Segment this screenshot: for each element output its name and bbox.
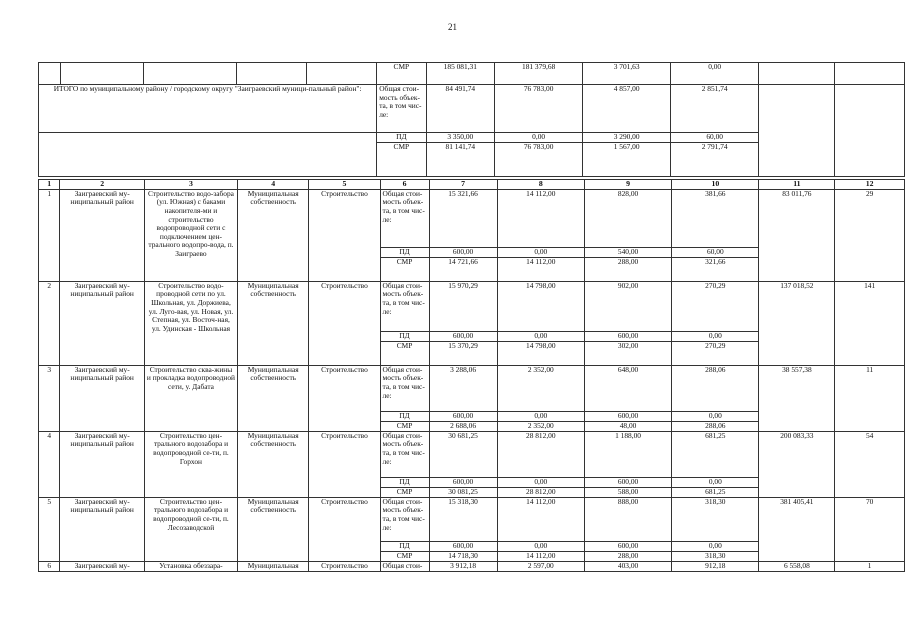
cell-c10: 321,66	[672, 257, 759, 281]
cell-c7: 600,00	[429, 411, 497, 421]
row-number: 3	[39, 365, 60, 431]
cell-c8: 0,00	[497, 247, 584, 257]
cell-c9: 902,00	[584, 281, 671, 331]
row-label: СМР	[380, 487, 429, 497]
column-header: 6	[380, 180, 429, 190]
column-number-row	[39, 180, 905, 190]
cell-c12: 70	[835, 497, 905, 561]
cell-c7: 600,00	[429, 477, 497, 487]
cell-c8: 0,00	[497, 411, 584, 421]
cell-c9: 888,00	[584, 497, 671, 541]
cell-c9: 1 567,00	[583, 143, 671, 177]
row-number: 5	[39, 497, 60, 561]
row-number: 4	[39, 431, 60, 497]
cell-c12: 1	[835, 561, 905, 571]
cell-c9: 4 857,00	[583, 85, 671, 133]
cell-c8: 0,00	[497, 477, 584, 487]
cell-c11: 6 558,08	[759, 561, 835, 571]
ownership-cell: Муниципальная	[238, 561, 309, 571]
cell-c10: 2 791,74	[671, 143, 759, 177]
ownership-cell: Муниципальная собственность	[238, 497, 309, 561]
table-row	[39, 431, 905, 477]
cell-c8: 14 798,00	[497, 341, 584, 365]
cell-c8: 2 597,00	[497, 561, 584, 571]
column-header: 5	[309, 180, 380, 190]
column-header: 3	[144, 180, 237, 190]
column-header: 8	[497, 180, 584, 190]
cell-c8: 28 812,00	[497, 487, 584, 497]
cell-c8: 14 112,00	[497, 257, 584, 281]
cell-c7: 600,00	[429, 541, 497, 551]
column-header: 1	[39, 180, 60, 190]
cell-c9: 600,00	[584, 541, 671, 551]
cell-c7: 81 141,74	[426, 143, 495, 177]
column-header: 9	[584, 180, 671, 190]
cell-c7: 14 718,30	[429, 551, 497, 561]
work-type-cell: Строительство	[309, 189, 380, 281]
cell-c10: 270,29	[672, 341, 759, 365]
ownership-cell: Муниципальная собственность	[238, 365, 309, 431]
cell-c7: 15 970,29	[429, 281, 497, 331]
cell-c9: 3 701,63	[583, 63, 671, 85]
cell-c9: 540,00	[584, 247, 671, 257]
work-type-cell: Строительство	[309, 365, 380, 431]
cell-c8: 181 379,68	[495, 63, 583, 85]
cell-c9: 288,00	[584, 257, 671, 281]
cell-c9: 588,00	[584, 487, 671, 497]
cell-c12: 29	[835, 189, 905, 281]
column-header: 11	[759, 180, 835, 190]
cell-c9: 648,00	[584, 365, 671, 411]
row-label: Общая стои-мость объек-та, в том чис-ле:	[380, 189, 429, 247]
cell-c9: 600,00	[584, 477, 671, 487]
object-name-cell: Строительство водо-забора (ул. Южная) с баками накопителя-ми и строительство водопроводной сети с подключением цен-трального водопро-вода, п. Заиграево	[144, 189, 237, 281]
cell-c11: 83 011,76	[759, 189, 835, 281]
continuation-smr-row	[39, 63, 905, 85]
cell-c9: 828,00	[584, 189, 671, 247]
summary-table	[38, 62, 905, 177]
cell-c7: 30 081,25	[429, 487, 497, 497]
table-row	[39, 497, 905, 541]
row-label: ПД	[380, 247, 429, 257]
cell-c7: 15 370,29	[429, 341, 497, 365]
object-name-cell: Строительство сква-жины и прокладка водопроводной сети, у. Дабата	[144, 365, 237, 431]
cell-c7: 3 350,00	[426, 133, 495, 143]
cell-c7: 185 081,31	[426, 63, 495, 85]
ownership-cell: Муниципальная собственность	[238, 189, 309, 281]
cell-c9: 403,00	[584, 561, 671, 571]
row-label: ПД	[377, 133, 426, 143]
cell-c9: 600,00	[584, 331, 671, 341]
row-label: Общая стои-мость объек-та, в том чис-ле:	[377, 85, 426, 133]
object-name-cell: Установка обеззара-	[144, 561, 237, 571]
cell-c9: 1 188,00	[584, 431, 671, 477]
cell-c8: 14 112,00	[497, 551, 584, 561]
cell-c7: 600,00	[429, 331, 497, 341]
cell-c10: 681,25	[672, 431, 759, 477]
cell-c10: 60,00	[672, 247, 759, 257]
cell-c9: 600,00	[584, 411, 671, 421]
ownership-cell: Муниципальная собственность	[238, 431, 309, 497]
page-number: 21	[448, 22, 457, 32]
cell-c10: 60,00	[671, 133, 759, 143]
cell-c10: 288,06	[672, 421, 759, 431]
cell-c10: 0,00	[671, 63, 759, 85]
object-name-cell: Строительство водо-проводной сети по ул. Школьная, ул. Доржиева, ул. Луго-вая, ул. Новая, ул. Степная, ул. Восточ-ная, ул. Удинская - Школьная	[144, 281, 237, 365]
cell-c10: 681,25	[672, 487, 759, 497]
cell-c10: 0,00	[672, 541, 759, 551]
cell-c11: 381 405,41	[759, 497, 835, 561]
district-cell: Заиграевский му-ниципальный район	[60, 281, 144, 365]
cell-c8: 0,00	[497, 541, 584, 551]
cell-c7: 15 321,66	[429, 189, 497, 247]
cell-c7: 600,00	[429, 247, 497, 257]
column-header: 7	[429, 180, 497, 190]
row-label: ПД	[380, 541, 429, 551]
cell-c7: 15 318,30	[429, 497, 497, 541]
cell-c8: 2 352,00	[497, 421, 584, 431]
cell-c9: 48,00	[584, 421, 671, 431]
row-label: Общая стои-мость объек-та, в том чис-ле:	[380, 281, 429, 331]
total-row	[39, 85, 905, 133]
cell-c8: 28 812,00	[497, 431, 584, 477]
row-label: СМР	[380, 341, 429, 365]
row-label: ПД	[380, 411, 429, 421]
row-label: Общая стои-	[380, 561, 429, 571]
cell-c9: 302,00	[584, 341, 671, 365]
cell-c12: 54	[835, 431, 905, 497]
table-row	[39, 189, 905, 247]
row-number: 1	[39, 189, 60, 281]
column-header: 12	[835, 180, 905, 190]
cell-c7: 3 288,06	[429, 365, 497, 411]
row-label: Общая стои-мость объек-та, в том чис-ле:	[380, 431, 429, 477]
row-number: 2	[39, 281, 60, 365]
row-label: СМР	[377, 143, 426, 177]
row-label: ПД	[380, 477, 429, 487]
row-label: ПД	[380, 331, 429, 341]
cell-c8: 0,00	[495, 133, 583, 143]
cell-c8: 0,00	[497, 331, 584, 341]
cell-c7: 30 681,25	[429, 431, 497, 477]
cell-c8: 14 112,00	[497, 497, 584, 541]
cell-c10: 912,18	[672, 561, 759, 571]
cell-c8: 76 783,00	[495, 143, 583, 177]
ownership-cell: Муниципальная собственность	[238, 281, 309, 365]
cell-c10: 318,30	[672, 497, 759, 541]
total-label: ИТОГО по муниципальному району / городскому округу "Заиграевский муници-пальный район":	[39, 85, 377, 133]
work-type-cell: Строительство	[309, 281, 380, 365]
cell-c8: 2 352,00	[497, 365, 584, 411]
cell-c10: 0,00	[672, 477, 759, 487]
cell-c11: 38 557,38	[759, 365, 835, 431]
cell-c8: 14 798,00	[497, 281, 584, 331]
cell-c11: 200 083,33	[759, 431, 835, 497]
row-label: СМР	[377, 63, 426, 85]
row-label: СМР	[380, 551, 429, 561]
cell-c10: 288,06	[672, 365, 759, 411]
row-label: СМР	[380, 421, 429, 431]
cell-c10: 0,00	[672, 331, 759, 341]
cell-c8: 14 112,00	[497, 189, 584, 247]
row-label: СМР	[380, 257, 429, 281]
table-row	[39, 365, 905, 411]
column-header: 10	[672, 180, 759, 190]
row-label: Общая стои-мость объек-та, в том чис-ле:	[380, 497, 429, 541]
cell-c11: 137 018,52	[759, 281, 835, 365]
table-row	[39, 281, 905, 331]
district-cell: Заиграевский му-ниципальный район	[60, 497, 144, 561]
cell-c7: 3 912,18	[429, 561, 497, 571]
cell-c9: 288,00	[584, 551, 671, 561]
object-name-cell: Строительство цен-трального водозабора и водопроводной се-ти, п. Горхон	[144, 431, 237, 497]
cell-c12: 141	[835, 281, 905, 365]
work-type-cell: Строительство	[309, 561, 380, 571]
cell-c7: 14 721,66	[429, 257, 497, 281]
cell-c12: 11	[835, 365, 905, 431]
work-type-cell: Строительство	[309, 431, 380, 497]
cell-c10: 381,66	[672, 189, 759, 247]
objects-table	[38, 179, 905, 572]
column-header: 4	[238, 180, 309, 190]
cell-c8: 76 783,00	[495, 85, 583, 133]
table-row	[39, 561, 905, 571]
row-label: Общая стои-мость объек-та, в том чис-ле:	[380, 365, 429, 411]
district-cell: Заиграевский му-ниципальный район	[60, 431, 144, 497]
cell-c10: 270,29	[672, 281, 759, 331]
object-name-cell: Строительство цен-трального водозабора и водопроводной се-ти, п. Лесозаводской	[144, 497, 237, 561]
row-number: 6	[39, 561, 60, 571]
cell-c7: 84 491,74	[426, 85, 495, 133]
work-type-cell: Строительство	[309, 497, 380, 561]
cell-c9: 3 290,00	[583, 133, 671, 143]
district-cell: Заиграевский му-	[60, 561, 144, 571]
column-header: 2	[60, 180, 144, 190]
cell-c10: 2 851,74	[671, 85, 759, 133]
district-cell: Заиграевский му-ниципальный район	[60, 365, 144, 431]
cell-c10: 318,30	[672, 551, 759, 561]
cell-c7: 2 688,06	[429, 421, 497, 431]
cell-c10: 0,00	[672, 411, 759, 421]
district-cell: Заиграевский му-ниципальный район	[60, 189, 144, 281]
